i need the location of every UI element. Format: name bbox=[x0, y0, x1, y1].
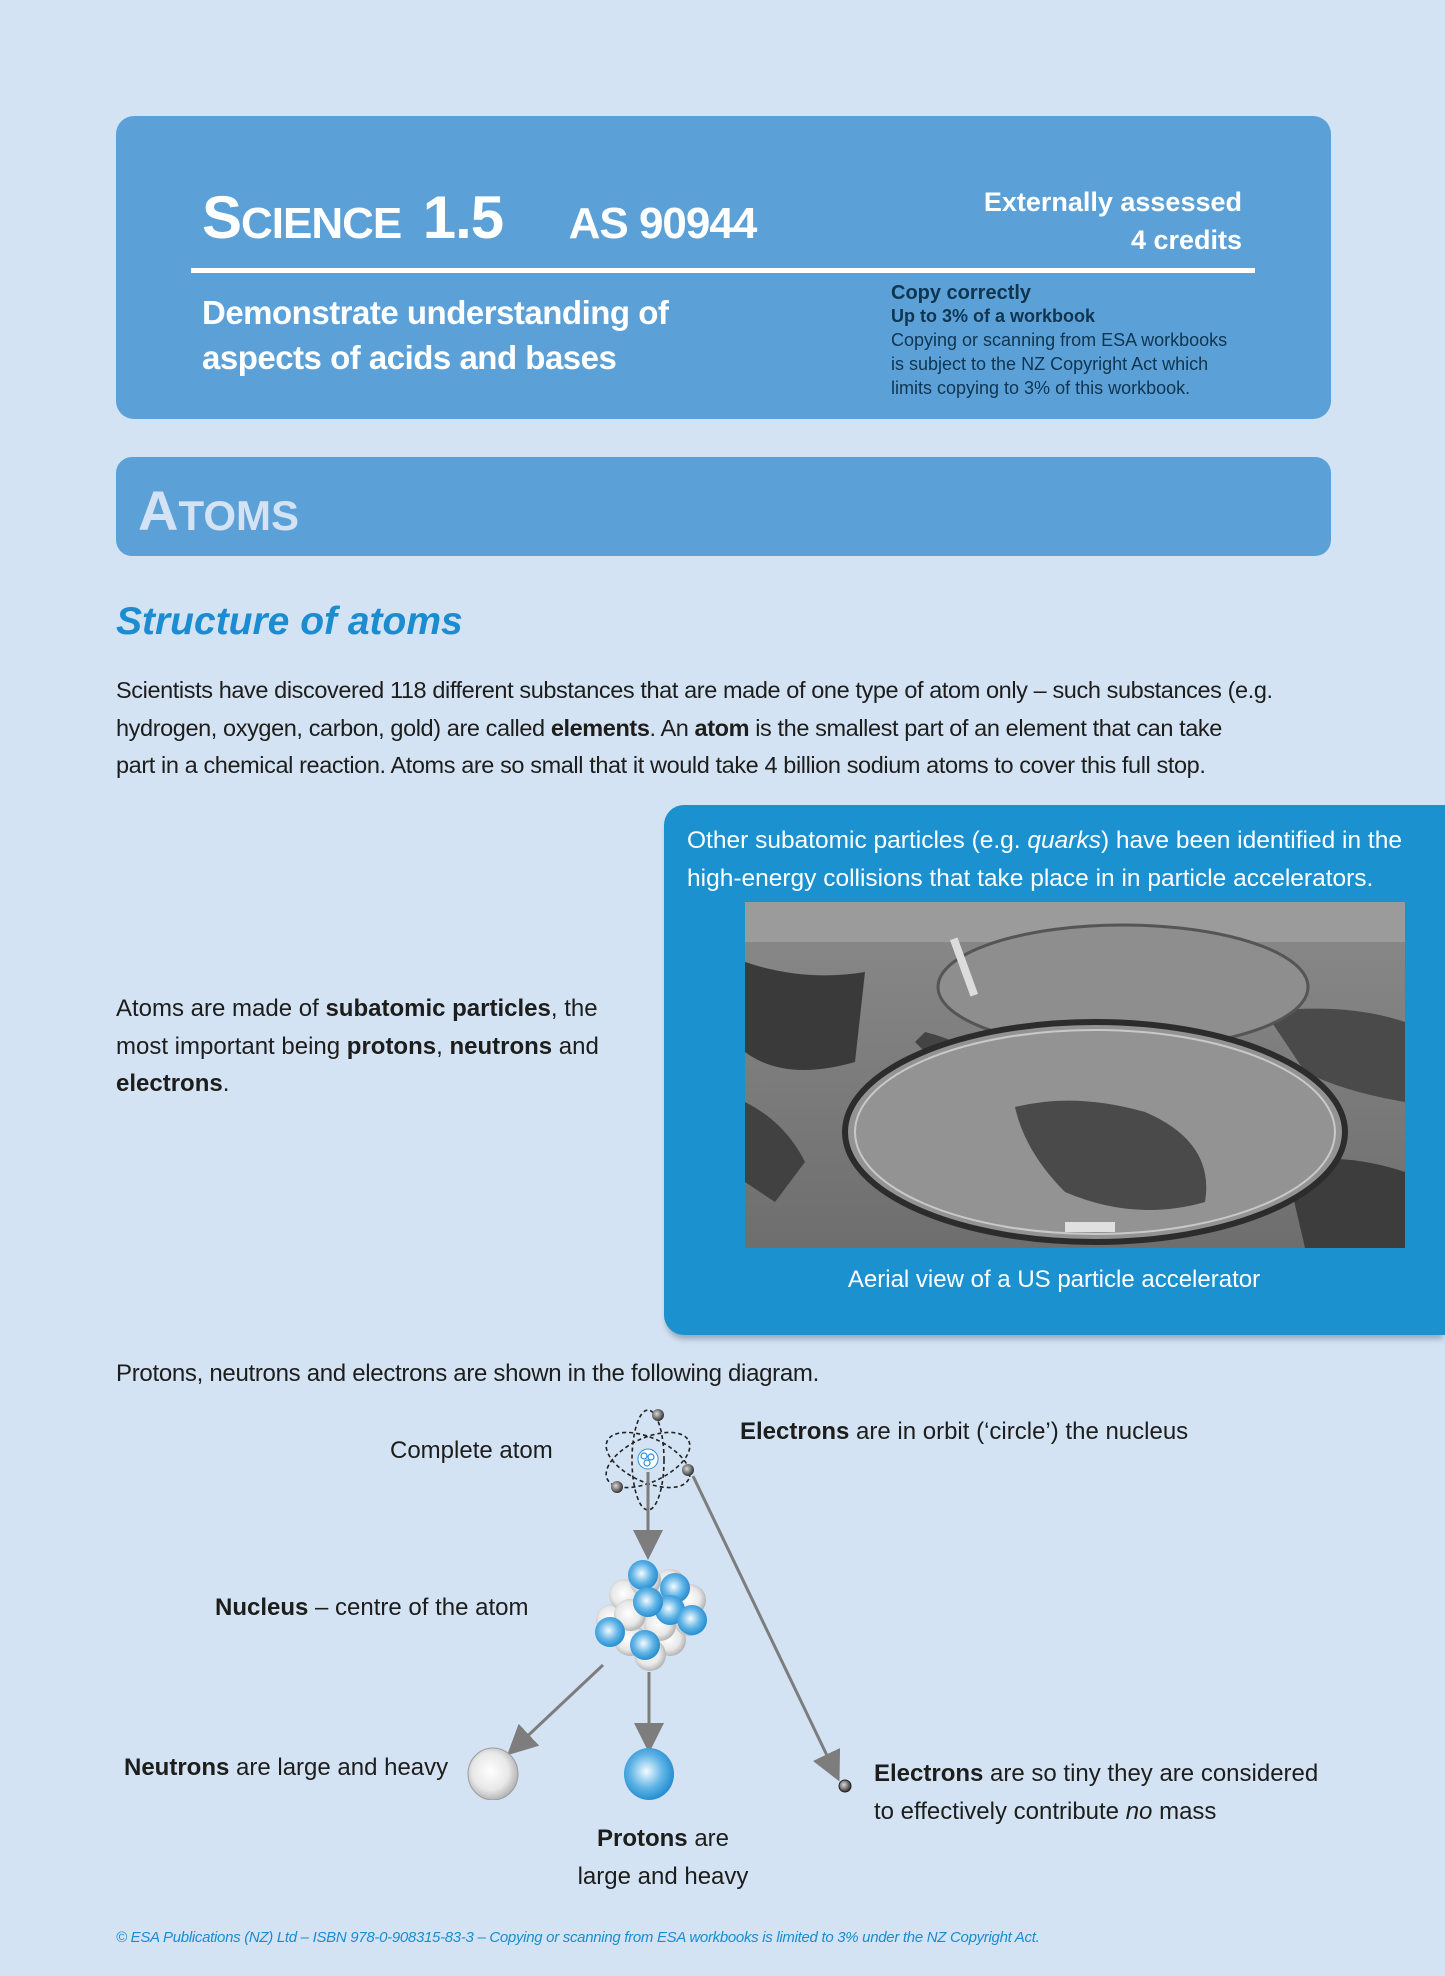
term-elements: elements bbox=[550, 714, 650, 741]
copy-text: limits copying to 3% of this workbook. bbox=[891, 378, 1191, 398]
text: and bbox=[552, 1032, 599, 1060]
aerial-photo-icon bbox=[745, 902, 1405, 1248]
subtitle-line: Demonstrate understanding of bbox=[202, 294, 669, 331]
label-neutrons bbox=[124, 1754, 448, 1782]
text: . An bbox=[649, 714, 695, 741]
footer-copyright: © ESA Publications (NZ) Ltd – ISBN 978-0-908315-83-3 – Copying or scanning from ESA workbooks is limited to 3% under the NZ Copyright Act. bbox=[116, 1929, 1040, 1946]
text-line: large and heavy bbox=[577, 1863, 749, 1890]
text: hydrogen, oxygen, carbon, gold) are called bbox=[116, 714, 551, 741]
text: ) have been identified in the high-energy collisions that take place in in particle accelerators. bbox=[687, 827, 1402, 892]
standard-code: AS 90944 bbox=[568, 199, 757, 248]
electron-icon bbox=[839, 1780, 851, 1792]
term-neutrons: Neutrons bbox=[124, 1754, 230, 1781]
text-line: part in a chemical reaction. Atoms are so small that it would take 4 billion sodium atoms to cover this full stop. bbox=[116, 752, 1206, 778]
nucleus-icon bbox=[595, 1560, 707, 1671]
text: are in orbit (‘circle’) the nucleus bbox=[849, 1418, 1189, 1445]
section-title-initial: A bbox=[138, 479, 179, 542]
particles-paragraph bbox=[116, 990, 636, 1103]
text-line: Scientists have discovered 118 different substances that are made of one type of atom only – such substances (e.g. bbox=[116, 677, 1273, 703]
label-electrons-orbit bbox=[740, 1418, 1188, 1446]
term-quarks: quarks bbox=[1027, 827, 1101, 854]
text: . bbox=[222, 1070, 230, 1097]
term-protons: Protons bbox=[596, 1825, 688, 1852]
term-electrons: Electrons bbox=[874, 1760, 984, 1787]
credits: 4 credits bbox=[1130, 225, 1242, 255]
copy-text: Copying or scanning from ESA workbooks bbox=[891, 330, 1228, 350]
photo-caption: Aerial view of a US particle accelerator bbox=[847, 1266, 1261, 1293]
arrow-to-neutron bbox=[518, 1665, 603, 1745]
atom-diagram bbox=[0, 1380, 1445, 1800]
text-line bbox=[548, 1820, 778, 1858]
text: , bbox=[436, 1032, 450, 1060]
text: Atoms are made of bbox=[116, 995, 326, 1022]
label-complete-atom: Complete atom bbox=[390, 1437, 553, 1464]
text: are large and heavy bbox=[229, 1754, 449, 1781]
term-nucleus: Nucleus bbox=[215, 1594, 309, 1621]
text: to effectively contribute bbox=[874, 1798, 1126, 1825]
diagram-intro: Protons, neutrons and electrons are shown in the following diagram. bbox=[116, 1360, 819, 1387]
text: are bbox=[687, 1825, 730, 1852]
label-electrons-mass bbox=[874, 1755, 1318, 1831]
header-divider bbox=[191, 268, 1255, 273]
text: – centre of the atom bbox=[308, 1594, 529, 1621]
copy-title: Copy correctly bbox=[891, 282, 1032, 304]
assessment-info bbox=[984, 183, 1242, 259]
accelerator-photo bbox=[745, 902, 1405, 1248]
label-protons bbox=[548, 1820, 778, 1896]
term-protons: protons bbox=[346, 1032, 437, 1060]
assessment-type: Externally assessed bbox=[983, 187, 1242, 217]
arrow-to-electron bbox=[693, 1476, 833, 1768]
text-line bbox=[874, 1755, 1318, 1793]
standard-description bbox=[202, 290, 762, 380]
text: , the most important being bbox=[116, 995, 598, 1060]
course-title bbox=[202, 183, 756, 252]
text: are so tiny they are considered bbox=[983, 1760, 1319, 1787]
emphasis-no: no bbox=[1125, 1798, 1153, 1825]
text: is the smallest part of an element that can take bbox=[749, 714, 1222, 741]
callout-text bbox=[687, 822, 1427, 897]
copyright-notice bbox=[891, 281, 1281, 400]
subtitle-line: aspects of acids and bases bbox=[202, 339, 617, 376]
text: mass bbox=[1152, 1798, 1217, 1825]
term-electrons: electrons bbox=[116, 1070, 223, 1097]
neutron-icon bbox=[468, 1748, 518, 1800]
copy-limit: Up to 3% of a workbook bbox=[891, 306, 1096, 326]
term-atom: atom bbox=[694, 714, 750, 741]
copy-text: is subject to the NZ Copyright Act which bbox=[891, 354, 1209, 374]
text-line bbox=[874, 1793, 1318, 1831]
intro-paragraph bbox=[116, 672, 1346, 785]
term-electrons: Electrons bbox=[740, 1418, 850, 1445]
title-rest: CIENCE bbox=[241, 199, 402, 248]
text: Other subatomic particles (e.g. bbox=[687, 827, 1028, 854]
term-subatomic: subatomic particles bbox=[325, 995, 551, 1022]
section-title-rest: TOMS bbox=[178, 492, 300, 539]
term-neutrons: neutrons bbox=[449, 1032, 553, 1060]
text-line bbox=[116, 710, 1346, 748]
title-initial: S bbox=[202, 184, 242, 251]
proton-icon bbox=[624, 1748, 674, 1800]
section-title bbox=[138, 478, 299, 543]
subheading: Structure of atoms bbox=[116, 600, 463, 643]
course-number: 1.5 bbox=[422, 184, 504, 251]
label-nucleus bbox=[215, 1594, 529, 1622]
